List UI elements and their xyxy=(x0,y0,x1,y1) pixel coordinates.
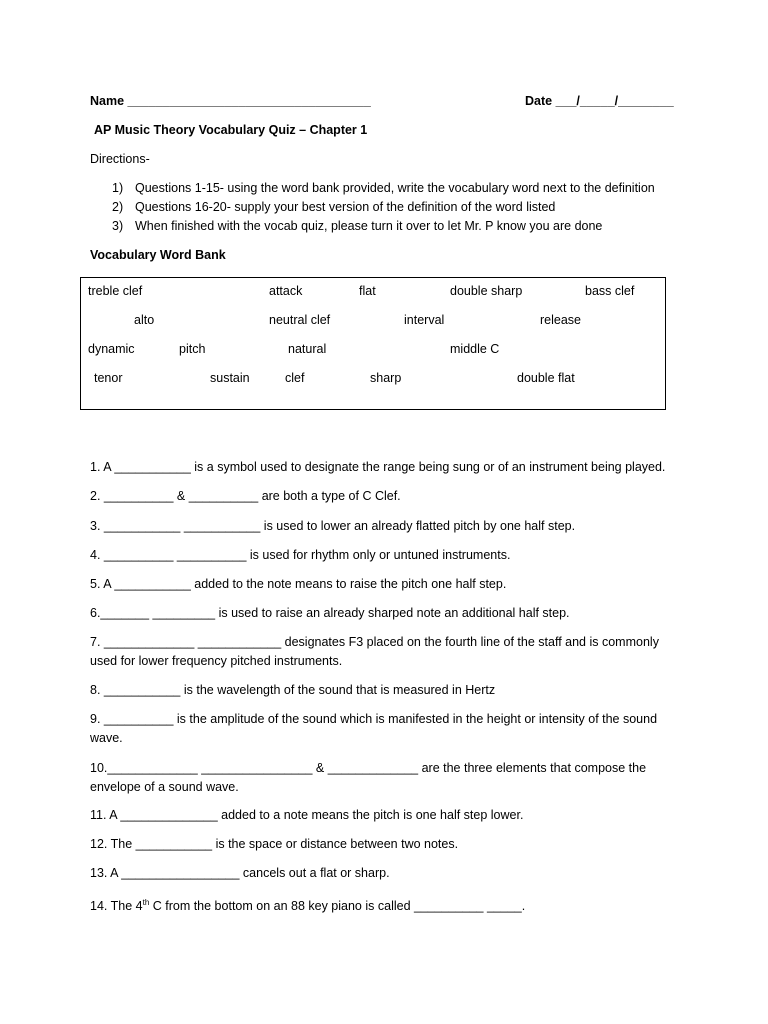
question-14-end: C from the bottom on an 88 key piano is called __________ _____. xyxy=(149,899,526,914)
question-9: 9. __________ is the amplitude of the sound which is manifested in the height or intensity of the sound wave. xyxy=(90,712,658,745)
direction-number: 1) xyxy=(112,181,124,195)
word-bank-word: sharp xyxy=(370,371,402,385)
question-8: 8. ___________ is the wavelength of the sound that is measured in Hertz xyxy=(90,683,496,697)
ordinal-suffix: th xyxy=(142,898,150,907)
direction-number: 2) xyxy=(112,200,124,214)
word-bank-word: interval xyxy=(404,313,445,327)
directions-label: Directions- xyxy=(90,152,150,166)
name-field-line: Name ___________________________________ xyxy=(90,94,371,108)
word-bank-word: release xyxy=(540,313,581,327)
question-4: 4. __________ __________ is used for rhythm only or untuned instruments. xyxy=(90,548,511,562)
word-bank-word: treble clef xyxy=(88,284,143,298)
question-7: 7. _____________ ____________ designates F3 placed on the fourth line of the staff and is commonly used for lower frequency pitched instruments. xyxy=(90,635,659,668)
word-bank-word: sustain xyxy=(210,371,250,385)
question-13: 13. A _________________ cancels out a flat or sharp. xyxy=(90,866,390,880)
word-bank-word: clef xyxy=(285,371,305,385)
question-2: 2. __________ & __________ are both a type of C Clef. xyxy=(90,489,401,503)
question-12: 12. The ___________ is the space or distance between two notes. xyxy=(90,837,459,851)
question-14 xyxy=(90,893,680,916)
question-11: 11. A ______________ added to a note means the pitch is one half step lower. xyxy=(90,808,524,822)
direction-text: Questions 1-15- using the word bank provided, write the vocabulary word next to the definition xyxy=(135,181,655,195)
word-bank-word: attack xyxy=(269,284,303,298)
word-bank-word: alto xyxy=(134,313,155,327)
direction-text: When finished with the vocab quiz, please turn it over to let Mr. P know you are done xyxy=(135,219,603,233)
word-bank-word: tenor xyxy=(94,371,123,385)
word-bank-word: double sharp xyxy=(450,284,523,298)
question-14-start: 14. The 4 xyxy=(90,899,143,914)
word-bank-word: neutral clef xyxy=(269,313,331,327)
word-bank-word: middle C xyxy=(450,342,500,356)
question-5: 5. A ___________ added to the note means to raise the pitch one half step. xyxy=(90,577,507,591)
question-6: 6._______ _________ is used to raise an already sharped note an additional half step. xyxy=(90,606,570,620)
direction-number: 3) xyxy=(112,219,124,233)
word-bank-word: double flat xyxy=(517,371,575,385)
question-3: 3. ___________ ___________ is used to lower an already flatted pitch by one half step. xyxy=(90,519,576,533)
word-bank-word: dynamic xyxy=(88,342,135,356)
question-1: 1. A ___________ is a symbol used to designate the range being sung or of an instrument being played. xyxy=(90,460,666,474)
direction-text: Questions 16-20- supply your best version of the definition of the word listed xyxy=(135,200,556,214)
question-10: 10._____________ ________________ & _____________ are the three elements that compose the envelope of a sound wave. xyxy=(90,761,647,794)
date-field-line: Date ___/_____/________ xyxy=(525,94,674,108)
word-bank-word: flat xyxy=(359,284,376,298)
word-bank-word: pitch xyxy=(179,342,206,356)
word-bank-word: bass clef xyxy=(585,284,635,298)
word-bank-word: natural xyxy=(288,342,327,356)
word-bank-heading: Vocabulary Word Bank xyxy=(90,248,226,262)
quiz-title: AP Music Theory Vocabulary Quiz – Chapter 1 xyxy=(94,123,368,137)
